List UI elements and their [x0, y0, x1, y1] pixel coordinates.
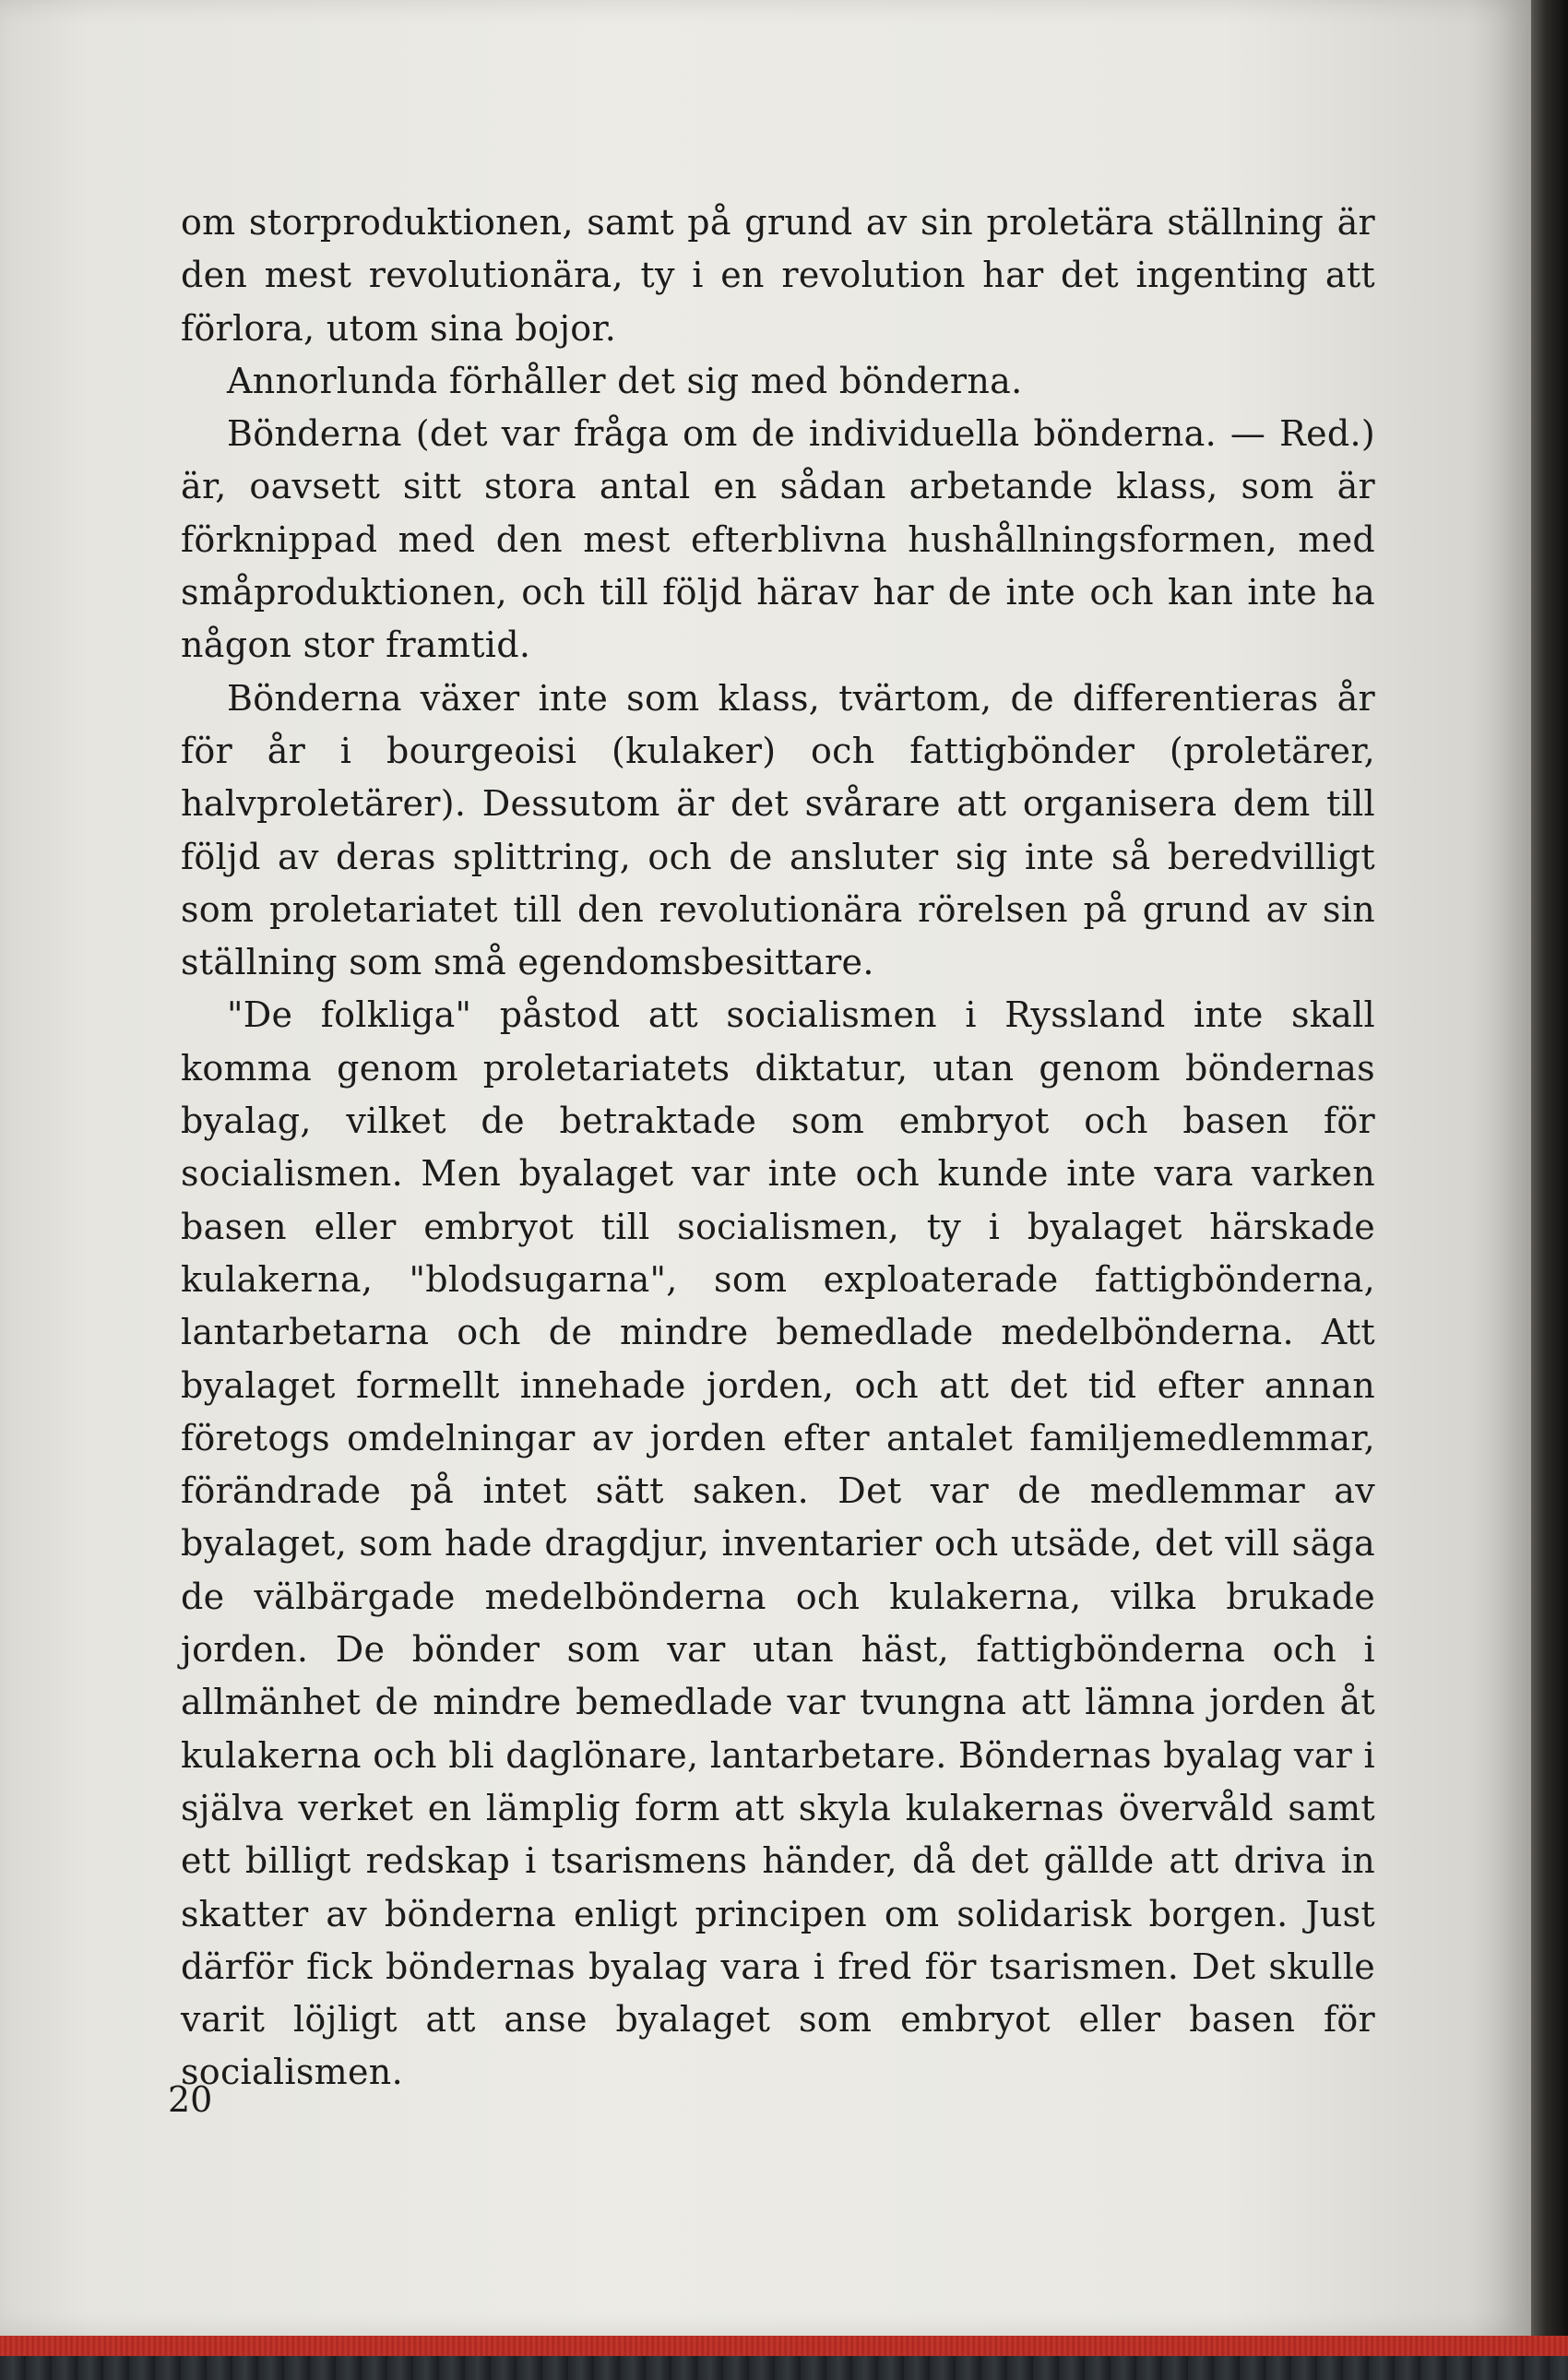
book-spine-edge: [1531, 0, 1568, 2336]
background-surface: [0, 2356, 1568, 2380]
paragraph-2: Annorlunda förhåller det sig med bönderna.: [227, 360, 1023, 401]
red-cover-edge: [0, 2336, 1568, 2356]
paragraph-1: om storproduktionen, samt på grund av sin proletära ställning är den mest revolutionära, ty i en revolution har det ingenting att förlora, utom sina bojor.: [181, 202, 1375, 349]
page-number: 20: [168, 2079, 213, 2120]
paragraph-4: Bönderna växer inte som klass, tvärtom, de differentieras år för år i bourgeoisi (kulaker) och fattigbönder (proletärer, halvproletärer). Dessutom är det svårare att organisera dem till följd av deras splittring, och de ansluter sig inte så beredvilligt som proletariatet till den revolutionära rörelsen på grund av sin ställning som små egendomsbesittare.: [181, 677, 1375, 983]
paragraph-3: Bönderna (det var fråga om de individuella bönderna. — Red.) är, oavsett sitt stora antal en sådan arbetande klass, som är förknippad med den mest efterblivna hushållningsformen, med småproduktionen, och till följd härav har de inte och kan inte ha någon stor framtid.: [181, 413, 1375, 666]
body-text: [181, 196, 1375, 2100]
paragraph-5: "De folkliga" påstod att socialismen i Ryssland inte skall komma genom proletariatets diktatur, utan genom böndernas byalag, vilket de betraktade som embryot och basen för socialismen. Men byalaget var inte och kunde inte vara varken basen eller embryot till socialismen, ty i byalaget härskade kulakerna, "blodsugarna", som exploaterade fattigbönderna, lantarbetarna och de mindre bemedlade medelbönderna. Att byalaget formellt innehade jorden, och att det tid efter annan företogs omdelningar av jorden efter antalet familjemedlemmar, förändrade på intet sätt saken. Det var de medlemmar av byalaget, som hade dragdjur, inventarier och utsäde, det vill säga de välbärgade medelbönderna och kulakerna, vilka brukade jorden. De bönder som var utan häst, fattigbönderna och i allmänhet de mindre bemedlade var tvungna att lämna jorden åt kulakerna och bli daglönare, lantarbetare. Böndernas byalag var i själva verket en lämplig form att skyla kulakernas övervåld samt ett billigt redskap i tsarismens händer, då det gällde att driva in skatter av bönderna enligt principen om solidarisk borgen. Just därför fick böndernas byalag vara i fred för tsarismen. Det skulle varit löjligt att anse byalaget som embryot eller basen för socialismen.: [181, 994, 1375, 2093]
